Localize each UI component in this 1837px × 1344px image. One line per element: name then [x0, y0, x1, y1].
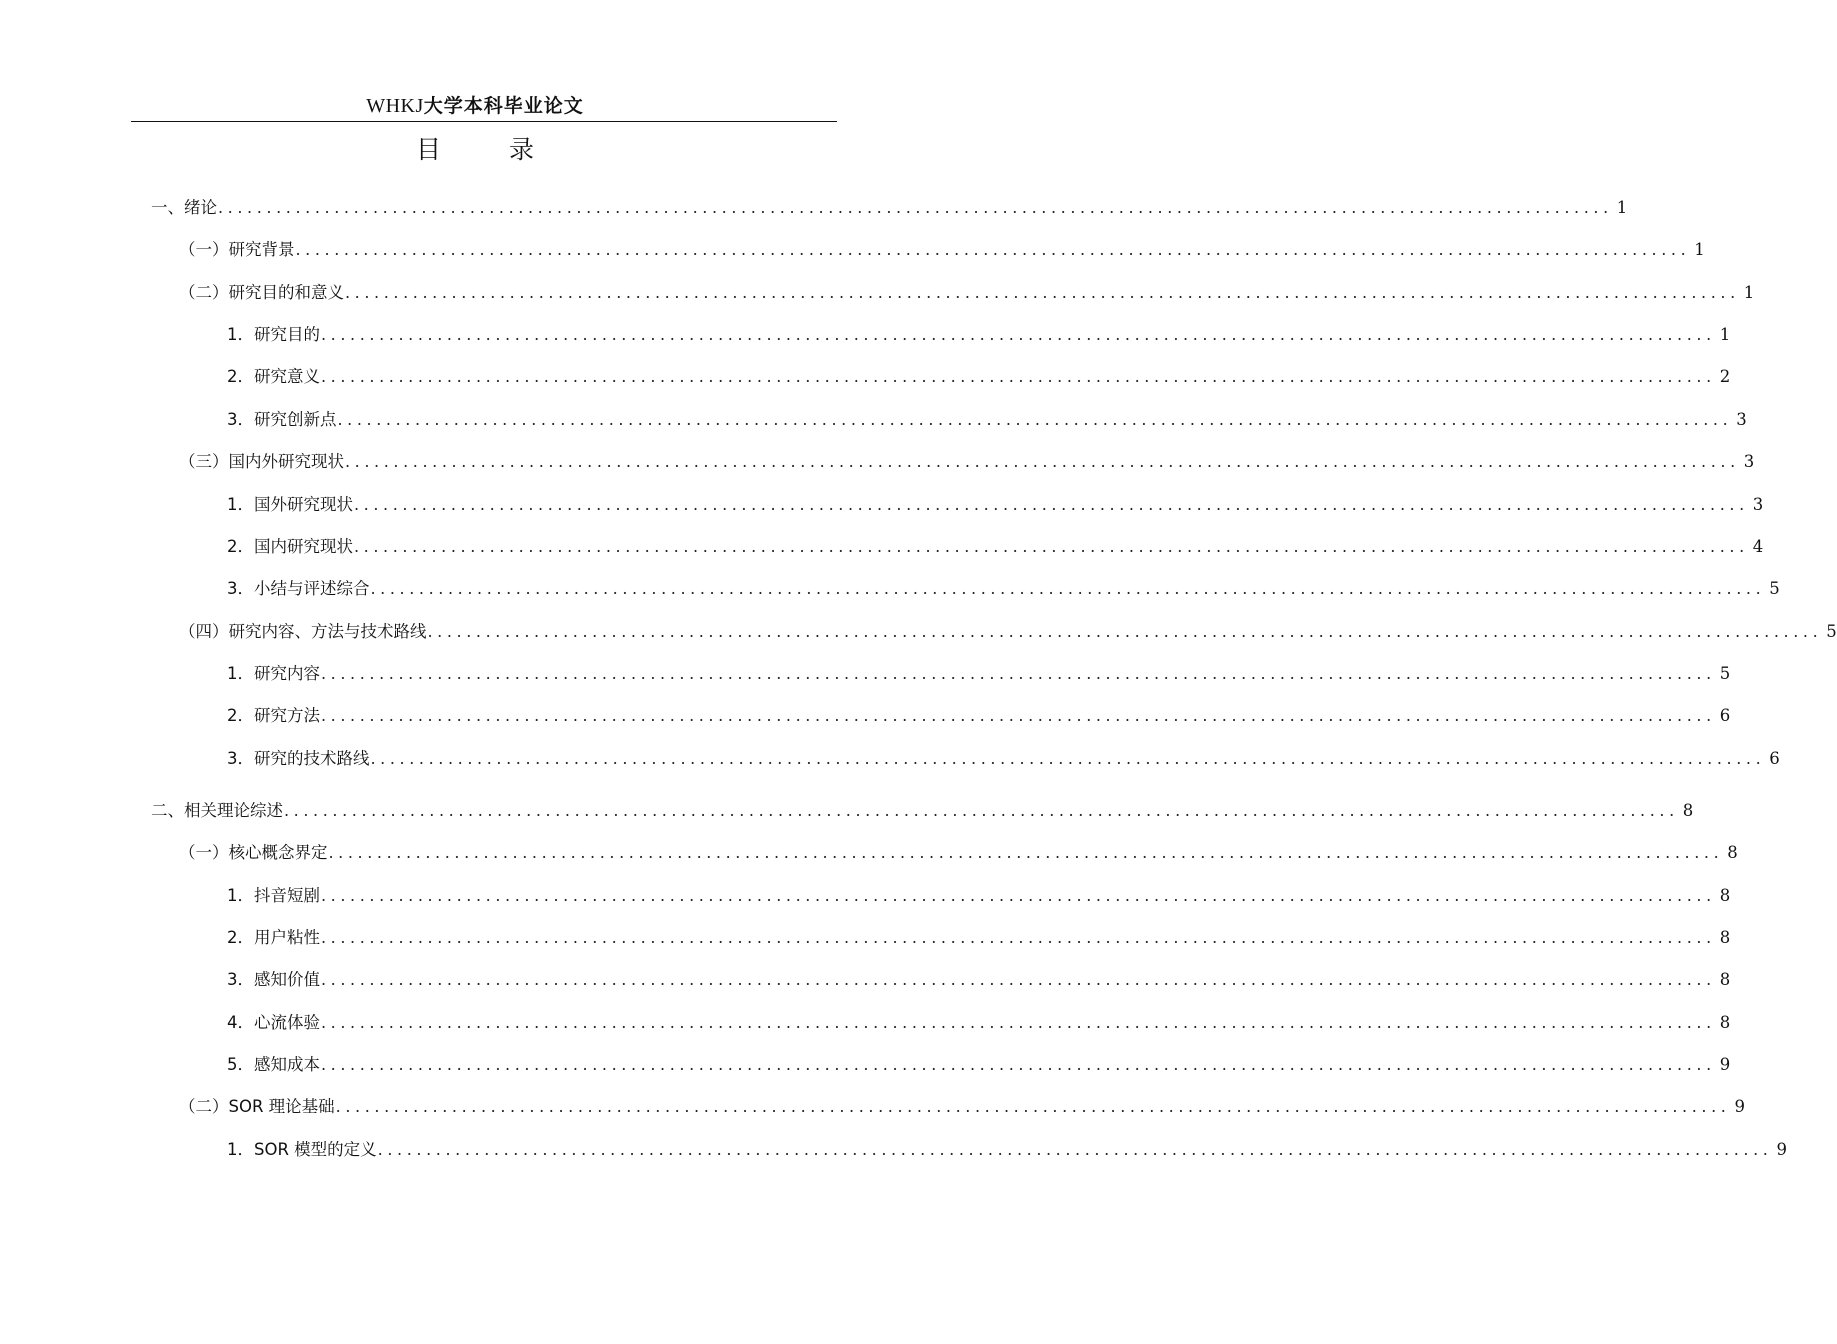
toc-entry-section-1-3[interactable]: [179, 450, 1755, 474]
toc-entry-label: 1．研究内容: [227, 664, 320, 683]
toc-page-number: 1: [1616, 198, 1628, 217]
toc-entry-subsection-1-3-2[interactable]: [227, 535, 1764, 559]
dot-leader: ................................................................................................................................................: [337, 410, 1733, 429]
dot-leader: ................................................................................................................................................: [218, 198, 1613, 217]
toc-entry-label: （二）SOR 理论基础: [179, 1097, 335, 1116]
toc-page-number: 6: [1769, 749, 1780, 768]
dot-leader: ................................................................................................................................................: [377, 1140, 1773, 1159]
dot-leader: ................................................................................................................................................: [345, 283, 1740, 302]
toc-page-number: 9: [1776, 1140, 1787, 1159]
running-header: [0, 93, 950, 119]
header-document-type: 大学本科毕业论文: [423, 95, 584, 117]
toc-entry-subsection-1-4-2[interactable]: [227, 704, 1731, 728]
toc-page-number: 3: [1736, 410, 1747, 429]
header-school-code: WHKJ: [366, 95, 424, 117]
dot-leader: ................................................................................................................................................: [321, 1055, 1716, 1074]
dot-leader: ................................................................................................................................................: [284, 801, 1679, 820]
toc-title: 目 录: [416, 135, 564, 164]
toc-page-number: 3: [1752, 495, 1764, 514]
toc-entry-chapter-2[interactable]: [151, 799, 1694, 823]
toc-entry-subsection-2-1-2[interactable]: [227, 926, 1731, 950]
toc-page-number: 5: [1826, 622, 1837, 641]
dot-leader: ................................................................................................................................................: [370, 579, 1766, 598]
toc-entry-label: 3．小结与评述综合: [227, 579, 370, 598]
toc-entry-label: （一）核心概念界定: [179, 843, 328, 862]
toc-page-number: 2: [1719, 367, 1731, 386]
dot-leader: ................................................................................................................................................: [295, 240, 1691, 259]
toc-entry-label: 一、绪论: [151, 198, 217, 217]
toc-entry-label: 1．抖音短剧: [227, 886, 320, 905]
toc-entry-chapter-1[interactable]: [151, 196, 1628, 220]
dot-leader: ................................................................................................................................................: [321, 886, 1716, 905]
dot-leader: ................................................................................................................................................: [321, 970, 1716, 989]
toc-page-number: 5: [1769, 579, 1780, 598]
dot-leader: ................................................................................................................................................: [321, 1013, 1716, 1032]
toc-entry-label: 3．研究的技术路线: [227, 749, 370, 768]
toc-entry-subsection-1-2-1[interactable]: [227, 323, 1731, 347]
toc-entry-label: （四）研究内容、方法与技术路线: [179, 622, 427, 641]
toc-entry-subsection-2-1-1[interactable]: [227, 884, 1731, 908]
toc-entry-subsection-1-3-3[interactable]: [227, 577, 1780, 601]
toc-entry-subsection-1-2-3[interactable]: [227, 408, 1747, 432]
toc-entry-label: （二）研究目的和意义: [179, 283, 344, 302]
toc-entry-label: 二、相关理论综述: [151, 801, 283, 820]
toc-page-number: 1: [1694, 240, 1705, 259]
toc-page-number: 8: [1719, 1013, 1731, 1032]
dot-leader: ................................................................................................................................................: [321, 928, 1716, 947]
toc-entry-label: （三）国内外研究现状: [179, 452, 344, 471]
toc-page-number: 5: [1719, 664, 1731, 683]
toc-page-number: 6: [1719, 706, 1731, 725]
dot-leader: ................................................................................................................................................: [354, 537, 1749, 556]
dot-leader: ................................................................................................................................................: [354, 495, 1749, 514]
toc-page-number: 1: [1719, 325, 1731, 344]
toc-entry-label: 2．研究意义: [227, 367, 320, 386]
toc-entry-label: 1．研究目的: [227, 325, 320, 344]
toc-entry-subsection-2-1-5[interactable]: [227, 1053, 1731, 1077]
toc-page-number: 8: [1719, 886, 1731, 905]
toc-page-number: 9: [1719, 1055, 1731, 1074]
toc-page-number: 8: [1727, 843, 1738, 862]
dot-leader: ................................................................................................................................................: [321, 325, 1716, 344]
dot-leader: ................................................................................................................................................: [328, 843, 1724, 862]
toc-entry-label: 4．心流体验: [227, 1013, 320, 1032]
dot-leader: ................................................................................................................................................: [370, 749, 1766, 768]
toc-entry-section-1-1[interactable]: [179, 238, 1705, 262]
toc-page-number: 8: [1719, 970, 1731, 989]
dot-leader: ................................................................................................................................................: [321, 664, 1716, 683]
dot-leader: ................................................................................................................................................: [321, 367, 1716, 386]
toc-page-number: 3: [1743, 452, 1755, 471]
toc-entry-subsection-2-2-1[interactable]: [227, 1138, 1787, 1162]
toc-entry-subsection-1-2-2[interactable]: [227, 365, 1731, 389]
toc-page-number: 9: [1734, 1097, 1745, 1116]
toc-entry-label: （一）研究背景: [179, 240, 295, 259]
toc-entry-section-1-2[interactable]: [179, 281, 1755, 305]
dot-leader: ................................................................................................................................................: [345, 452, 1740, 471]
dot-leader: ................................................................................................................................................: [427, 622, 1823, 641]
dot-leader: ................................................................................................................................................: [335, 1097, 1731, 1116]
toc-page-number: 4: [1752, 537, 1764, 556]
toc-page-number: 1: [1743, 283, 1755, 302]
toc-entry-section-2-1[interactable]: [179, 841, 1738, 865]
toc-entry-label: 5．感知成本: [227, 1055, 320, 1074]
toc-page-number: 8: [1682, 801, 1694, 820]
toc-entry-subsection-1-4-3[interactable]: [227, 747, 1780, 771]
toc-entry-subsection-1-3-1[interactable]: [227, 493, 1764, 517]
toc-entry-label: 2．研究方法: [227, 706, 320, 725]
toc-page-number: 8: [1719, 928, 1731, 947]
toc-entry-label: 3．研究创新点: [227, 410, 337, 429]
toc-entry-section-2-2[interactable]: [179, 1095, 1745, 1119]
toc-entry-label: 1．SOR 模型的定义: [227, 1140, 377, 1159]
header-divider: [131, 121, 837, 122]
toc-entry-subsection-2-1-3[interactable]: [227, 968, 1731, 992]
toc-entry-label: 3．感知价值: [227, 970, 320, 989]
toc-entry-label: 1．国外研究现状: [227, 495, 353, 514]
toc-entry-section-1-4[interactable]: [179, 620, 1837, 644]
toc-entry-subsection-2-1-4[interactable]: [227, 1011, 1731, 1035]
toc-entry-label: 2．用户粘性: [227, 928, 320, 947]
toc-entry-subsection-1-4-1[interactable]: [227, 662, 1731, 686]
toc-entry-label: 2．国内研究现状: [227, 537, 353, 556]
dot-leader: ................................................................................................................................................: [321, 706, 1716, 725]
